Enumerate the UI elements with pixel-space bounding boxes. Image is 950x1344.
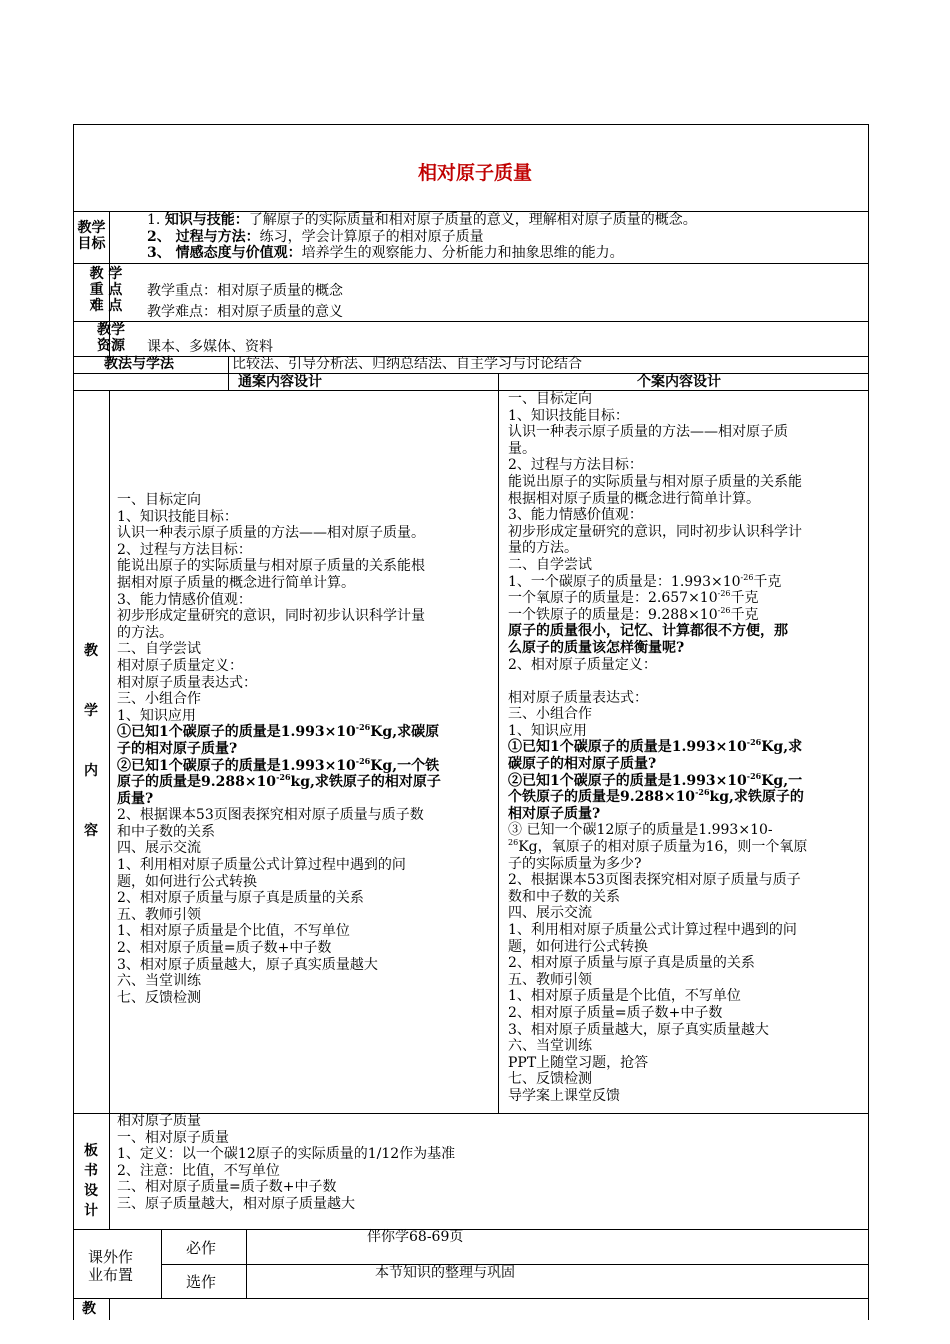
individual-line: 六、当堂训练 xyxy=(508,1038,592,1055)
content-label-char: 内 xyxy=(84,763,98,779)
goal-text: 练习，学会计算原子的相对原子质量 xyxy=(259,228,484,245)
individual-line: 量。 xyxy=(508,440,536,457)
common-line: ①已知1个碳原子的质量是$1.993\times 10^{-26}Kg$,求碳原 xyxy=(117,722,440,741)
methods-label: 教法与学法 xyxy=(104,356,174,372)
common-line: 原子的质量是$9.288\times 10^{-26}kg$,求铁原子的相对原子 xyxy=(117,772,441,791)
individual-design-header: 个案内容设计 xyxy=(637,374,721,390)
common-line: 相对原子质量表达式： xyxy=(117,674,257,691)
common-line: 1、利用相对原子质量公式计算过程中遇到的问 xyxy=(117,857,406,874)
content-label xyxy=(76,640,106,850)
individual-line: 认识一种表示原子质量的方法——相对原子质 xyxy=(508,424,788,441)
board-line: 一、相对原子质量 xyxy=(117,1129,229,1146)
common-line: 2、根据课本53页图表探究相对原子质量与质子数 xyxy=(117,807,424,824)
common-line: 三、小组合作 xyxy=(117,691,201,708)
goals-list xyxy=(147,212,697,262)
common-line: 题，如何进行公式转换 xyxy=(117,873,257,890)
goal-key: 过程与方法： xyxy=(175,228,260,245)
individual-line: 1、知识应用 xyxy=(508,722,587,739)
required-text: 伴你学68-69页 xyxy=(367,1229,464,1245)
board-label-char: 计 xyxy=(84,1203,98,1219)
teaching-difficulty: 教学难点：相对原子质量的意义 xyxy=(147,304,343,320)
individual-line: 相对原子质量表达式： xyxy=(508,689,648,706)
divider xyxy=(246,1229,247,1298)
optional-text: 本节知识的整理与巩固 xyxy=(375,1265,515,1281)
common-design-content xyxy=(117,492,441,1006)
common-line: 和中子数的关系 xyxy=(117,823,215,840)
common-line: 2、相对原子质量=质子数+中子数 xyxy=(117,940,332,957)
divider xyxy=(73,1298,869,1299)
board-label-char: 书 xyxy=(84,1163,98,1179)
individual-design-content xyxy=(508,391,807,1105)
individual-line: 七、反馈检测 xyxy=(508,1071,592,1088)
common-line: 二、自学尝试 xyxy=(117,641,201,658)
board-label-char: 设 xyxy=(84,1183,98,1199)
page-title: 相对原子质量 xyxy=(417,162,532,184)
divider xyxy=(109,390,110,1229)
key-points-label-top: 教 学 xyxy=(89,266,123,282)
divider xyxy=(109,1298,110,1320)
individual-line: PPT上随堂习题，抢答 xyxy=(508,1054,649,1071)
common-line: 据相对原子质量的概念进行简单计算。 xyxy=(117,574,355,591)
individual-line: 个铁原子的质量是$9.288\times 10^{-26}kg$,求铁原子的 xyxy=(508,787,804,806)
goal-key: 情感态度与价值观： xyxy=(175,245,302,262)
individual-line: ②已知1个碳原子的质量是$1.993\times 10^{-26}Kg$,一 xyxy=(508,770,803,789)
individual-line: 2、相对原子质量=质子数+中子数 xyxy=(508,1004,723,1021)
board-label-char: 板 xyxy=(84,1143,98,1159)
footer-label: 教 xyxy=(82,1301,96,1317)
homework-label-top: 课外作 xyxy=(88,1248,134,1266)
individual-line: 五、教师引领 xyxy=(508,971,592,988)
divider xyxy=(73,321,869,322)
common-line: 一、目标定向 xyxy=(117,492,201,508)
key-points-label-bot: 难 点 xyxy=(89,298,123,314)
common-line: 七、反馈检测 xyxy=(117,989,201,1006)
methods-text: 比较法、引导分析法、归纳总结法、自主学习与讨论结合 xyxy=(232,356,582,372)
common-line: 初步形成定量研究的意识，同时初步认识科学计量 xyxy=(117,608,425,625)
individual-line: ①已知1个碳原子的质量是$1.993\times 10^{-26}Kg$,求 xyxy=(508,737,803,756)
content-label-char: 教 xyxy=(84,643,98,659)
individual-line: 导学案上课堂反馈 xyxy=(508,1087,620,1104)
individual-line: 2、相对原子质量与原子真是质量的关系 xyxy=(508,955,755,972)
individual-line: 3、能力情感价值观： xyxy=(508,507,643,524)
goal-number: 1. xyxy=(147,212,165,228)
individual-line: 初步形成定量研究的意识，同时初步认识科学计 xyxy=(508,523,802,540)
goal-text: 了解原子的实际质量和相对原子质量的意义，理解相对原子质量的概念。 xyxy=(248,212,697,228)
goal-line xyxy=(147,245,697,262)
common-line: 2、相对原子质量与原子真是质量的关系 xyxy=(117,890,364,907)
common-line: 3、相对原子质量越大，原子真实质量越大 xyxy=(117,956,378,973)
resources-label-top: 教学 xyxy=(97,322,125,338)
board-design-label xyxy=(76,1140,106,1220)
common-line: 相对原子质量定义： xyxy=(117,657,243,674)
table-border-right xyxy=(868,124,869,1320)
content-label-char: 容 xyxy=(84,823,98,839)
common-line: 能说出原子的实际质量与相对原子质量的关系能根 xyxy=(117,558,425,575)
resources-label-bot: 资源 xyxy=(97,338,125,354)
common-line: 1、相对原子质量是个比值，不写单位 xyxy=(117,923,350,940)
individual-line: 碳原子的相对原子质量? xyxy=(508,756,657,773)
common-line: 2、过程与方法目标： xyxy=(117,541,252,558)
individual-line: 原子的质量很小，记忆、计算都很不方便，那 xyxy=(508,623,788,640)
common-line: 四、展示交流 xyxy=(117,840,201,857)
divider xyxy=(73,1229,869,1230)
optional-label: 选作 xyxy=(186,1273,217,1291)
goal-line xyxy=(147,229,697,246)
common-line: 的方法。 xyxy=(117,624,173,641)
board-line: 相对原子质量 xyxy=(117,1113,201,1129)
individual-line: 1、相对原子质量是个比值，不写单位 xyxy=(508,988,741,1005)
individual-line: 题，如何进行公式转换 xyxy=(508,938,648,955)
board-line: 2、注意：比值，不写单位 xyxy=(117,1162,280,1179)
common-design-header: 通案内容设计 xyxy=(238,374,322,390)
individual-line: 数和中子数的关系 xyxy=(508,888,620,905)
goal-number: 3、 xyxy=(147,245,176,262)
resources-label xyxy=(74,322,148,354)
common-line: 1、知识技能目标： xyxy=(117,508,238,525)
resources-text: 课本、多媒体、资料 xyxy=(147,339,273,355)
individual-line: ③ 已知一个碳12原子的质量是1.993×10- xyxy=(508,822,773,839)
individual-line: 1、一个碳原子的质量是：$1.993\times 10^{-26}$千克 xyxy=(508,572,782,590)
board-design-content xyxy=(117,1113,455,1213)
common-line: 六、当堂训练 xyxy=(117,973,201,990)
common-line: ②已知1个碳原子的质量是$1.993\times 10^{-26}Kg$,一个铁 xyxy=(117,755,440,774)
table-border-top xyxy=(73,124,869,125)
common-line: 子的相对原子质量? xyxy=(117,740,238,757)
goal-line xyxy=(147,212,697,229)
divider xyxy=(161,1264,869,1265)
board-line: 二、相对原子质量=质子数+中子数 xyxy=(117,1179,337,1196)
individual-line: $^{26}$Kg，氧原子的相对原子质量为16，则一个氧原 xyxy=(508,838,808,856)
individual-line: 三、小组合作 xyxy=(508,706,592,723)
content-label-char: 学 xyxy=(84,703,98,719)
individual-line: 2、根据课本53页图表探究相对原子质量与质子 xyxy=(508,872,801,889)
key-points-label-mid: 重 点 xyxy=(89,282,123,298)
board-line: 三、原子质量越大，相对原子质量越大 xyxy=(117,1195,355,1212)
common-line: 1、知识应用 xyxy=(117,707,196,724)
individual-line: 么原子的质量该怎样衡量呢? xyxy=(508,639,685,656)
individual-line xyxy=(508,673,807,690)
divider xyxy=(161,1229,162,1298)
individual-line: 量的方法。 xyxy=(508,540,578,557)
homework-label-bot: 业布置 xyxy=(88,1266,134,1284)
individual-line: 1、知识技能目标： xyxy=(508,407,629,424)
homework-label xyxy=(88,1248,133,1284)
individual-line: 二、自学尝试 xyxy=(508,556,592,573)
key-points-label xyxy=(74,266,138,314)
goal-number: 2、 xyxy=(147,228,176,245)
teaching-focus: 教学重点：相对原子质量的概念 xyxy=(147,283,343,299)
required-label: 必作 xyxy=(186,1239,217,1257)
individual-line: 子的实际质量为多少? xyxy=(508,855,642,872)
common-line: 五、教师引领 xyxy=(117,906,201,923)
goals-label xyxy=(74,220,109,252)
individual-line: 四、展示交流 xyxy=(508,905,592,922)
individual-line: 一、目标定向 xyxy=(508,391,592,407)
common-line: 认识一种表示原子质量的方法——相对原子质量。 xyxy=(117,525,425,542)
common-line: 3、能力情感价值观： xyxy=(117,591,252,608)
divider xyxy=(498,373,499,1113)
individual-line: 能说出原子的实际质量与相对原子质量的关系能 xyxy=(508,473,802,490)
common-line: 质量? xyxy=(117,790,154,807)
individual-line: 一个氧原子的质量是：$2.657\times 10^{-26}$千克 xyxy=(508,589,759,607)
individual-line: 2、过程与方法目标： xyxy=(508,457,643,474)
divider xyxy=(73,263,869,264)
divider xyxy=(73,373,869,374)
individual-line: 根据相对原子质量的概念进行简单计算。 xyxy=(508,490,760,507)
individual-line: 3、相对原子质量越大，原子真实质量越大 xyxy=(508,1021,769,1038)
goal-key: 知识与技能： xyxy=(164,212,249,228)
goals-label-text: 教学目标 xyxy=(77,220,106,252)
individual-line: 2、相对原子质量定义： xyxy=(508,656,657,673)
individual-line: 1、利用相对原子质量公式计算过程中遇到的问 xyxy=(508,922,797,938)
individual-line: 一个铁原子的质量是：$9.288\times 10^{-26}$千克 xyxy=(508,605,759,623)
goal-text: 培养学生的观察能力、分析能力和抽象思维的能力。 xyxy=(301,245,624,262)
divider xyxy=(228,356,229,390)
individual-line: 相对原子质量? xyxy=(508,805,601,822)
board-line: 1、定义：以一个碳12原子的实际质量的1/12作为基准 xyxy=(117,1146,456,1163)
